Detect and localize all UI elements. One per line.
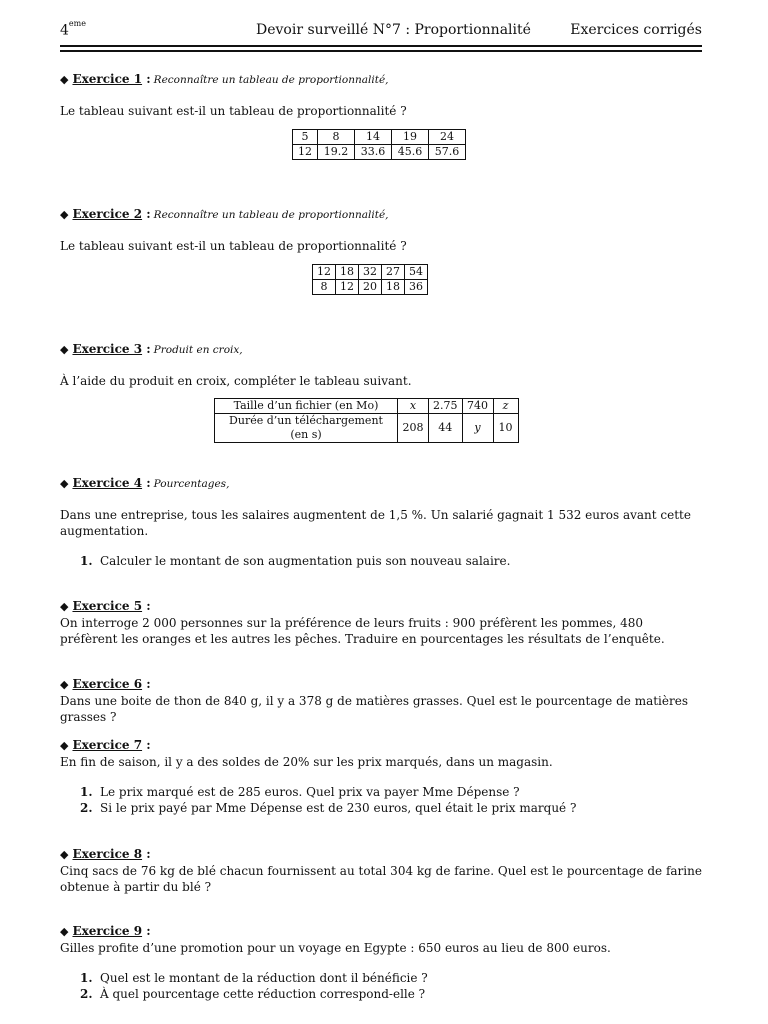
question-list [60,970,702,1002]
table-cell: 18 [336,265,359,280]
exercise-title: ◆ Exercice 5 : [60,599,151,613]
list-item: 1. Quel est le montant de la réduction dont il bénéficie ? [80,971,428,985]
table-cell: 54 [405,265,428,280]
table-cell: 18 [382,280,405,295]
header-right: Exercices corrigés [570,22,702,38]
table-cell: 19 [392,130,429,145]
table-cell: y [462,414,493,443]
table-cell: 32 [359,265,382,280]
question-list [60,784,702,816]
exercise-4 [60,476,702,569]
table-row [215,414,519,443]
table-cell: 2.75 [429,399,463,414]
diamond-icon: ◆ [60,73,69,86]
exercise-5 [60,599,702,647]
table-cell: z [493,399,518,414]
exercise-text: En fin de saison, il y a des soldes de 20% sur les prix marqués, dans un magasin. [60,755,553,769]
exercise-6 [60,677,702,725]
table-cell: 57.6 [429,145,466,160]
diamond-icon: ◆ [60,925,69,938]
diamond-icon: ◆ [60,477,69,490]
exercise-text: Le tableau suivant est-il un tableau de proportionnalité ? [60,104,407,118]
page-header [60,19,702,42]
document-page [60,0,702,1024]
diamond-icon: ◆ [60,208,69,221]
diamond-icon: ◆ [60,343,69,356]
table-row [313,280,428,295]
table-row [313,265,428,280]
exercise-3 [60,342,702,389]
table-cell: 12 [336,280,359,295]
exercise-8 [60,847,702,895]
table-cell: 8 [313,280,336,295]
exercise-text: Cinq sacs de 76 kg de blé chacun fournissent au total 304 kg de farine. Quel est le pourcentage de farine obtenue à partir du blé ? [60,864,702,894]
diamond-icon: ◆ [60,600,69,613]
table-cell: 8 [318,130,355,145]
table-row [293,130,466,145]
table-row [293,145,466,160]
exercise-text: Le tableau suivant est-il un tableau de proportionnalité ? [60,239,407,253]
exercise-text: Dans une entreprise, tous les salaires augmentent de 1,5 %. Un salarié gagnait 1 532 euros avant cette augmentation. [60,508,691,538]
exercise-title: ◆ Exercice 7 : [60,738,151,752]
header-rule-top [60,45,702,47]
table-cell: Taille d’un fichier (en Mo) [215,399,398,414]
exercise-text: On interroge 2 000 personnes sur la préférence de leurs fruits : 900 préfèrent les pommes, 480 préfèrent les oranges et les autres les pêches. Traduire en pourcentages les résultats de l’enquête. [60,616,665,646]
table-cell: 208 [398,414,429,443]
header-level: 4eme [60,19,86,39]
table-cell: 5 [293,130,318,145]
exercise-title: ◆ Exercice 8 : [60,847,151,861]
header-title: Devoir surveillé N°7 : Proportionnalité [256,22,531,38]
exercise-1 [60,72,702,119]
table-cell: 45.6 [392,145,429,160]
exercise-title: ◆ Exercice 3 : Produit en croix, [60,342,243,356]
table-cell: Durée d’un téléchargement (en s) [215,414,398,443]
exercise-text: Gilles profite d’une promotion pour un voyage en Egypte : 650 euros au lieu de 800 euros. [60,941,611,955]
list-item: 1. Calculer le montant de son augmentation puis son nouveau salaire. [80,554,511,568]
diamond-icon: ◆ [60,678,69,691]
diamond-icon: ◆ [60,739,69,752]
cross-product-table [214,398,519,443]
question-list [60,553,702,569]
table-cell: 44 [429,414,463,443]
table-cell: 19.2 [318,145,355,160]
table-cell: 12 [313,265,336,280]
exercise-7 [60,738,702,816]
list-item: 2. Si le prix payé par Mme Dépense est de 230 euros, quel était le prix marqué ? [80,801,577,815]
proportionality-table-2 [312,264,428,295]
table-cell: 33.6 [355,145,392,160]
table-cell: 740 [462,399,493,414]
list-item: 2. À quel pourcentage cette réduction correspond-elle ? [80,987,426,1001]
exercise-2 [60,207,702,254]
exercise-title: ◆ Exercice 6 : [60,677,151,691]
exercise-title: ◆ Exercice 4 : Pourcentages, [60,476,230,490]
table-cell: 27 [382,265,405,280]
table-cell: 24 [429,130,466,145]
exercise-9 [60,924,702,1002]
header-rule-bottom [60,50,702,52]
table-cell: 10 [493,414,518,443]
table-cell: 20 [359,280,382,295]
exercise-text: À l’aide du produit en croix, compléter le tableau suivant. [60,374,412,388]
exercise-title: ◆ Exercice 1 : Reconnaître un tableau de proportionnalité, [60,72,389,86]
table-cell: 36 [405,280,428,295]
exercise-title: ◆ Exercice 2 : Reconnaître un tableau de proportionnalité, [60,207,389,221]
table-cell: 12 [293,145,318,160]
proportionality-table-1 [292,129,466,160]
exercise-title: ◆ Exercice 9 : [60,924,151,938]
table-cell: 14 [355,130,392,145]
table-cell: x [398,399,429,414]
table-row [215,399,519,414]
exercise-text: Dans une boite de thon de 840 g, il y a 378 g de matières grasses. Quel est le pourcentage de matières grasses ? [60,694,688,724]
diamond-icon: ◆ [60,848,69,861]
list-item: 1. Le prix marqué est de 285 euros. Quel prix va payer Mme Dépense ? [80,785,520,799]
